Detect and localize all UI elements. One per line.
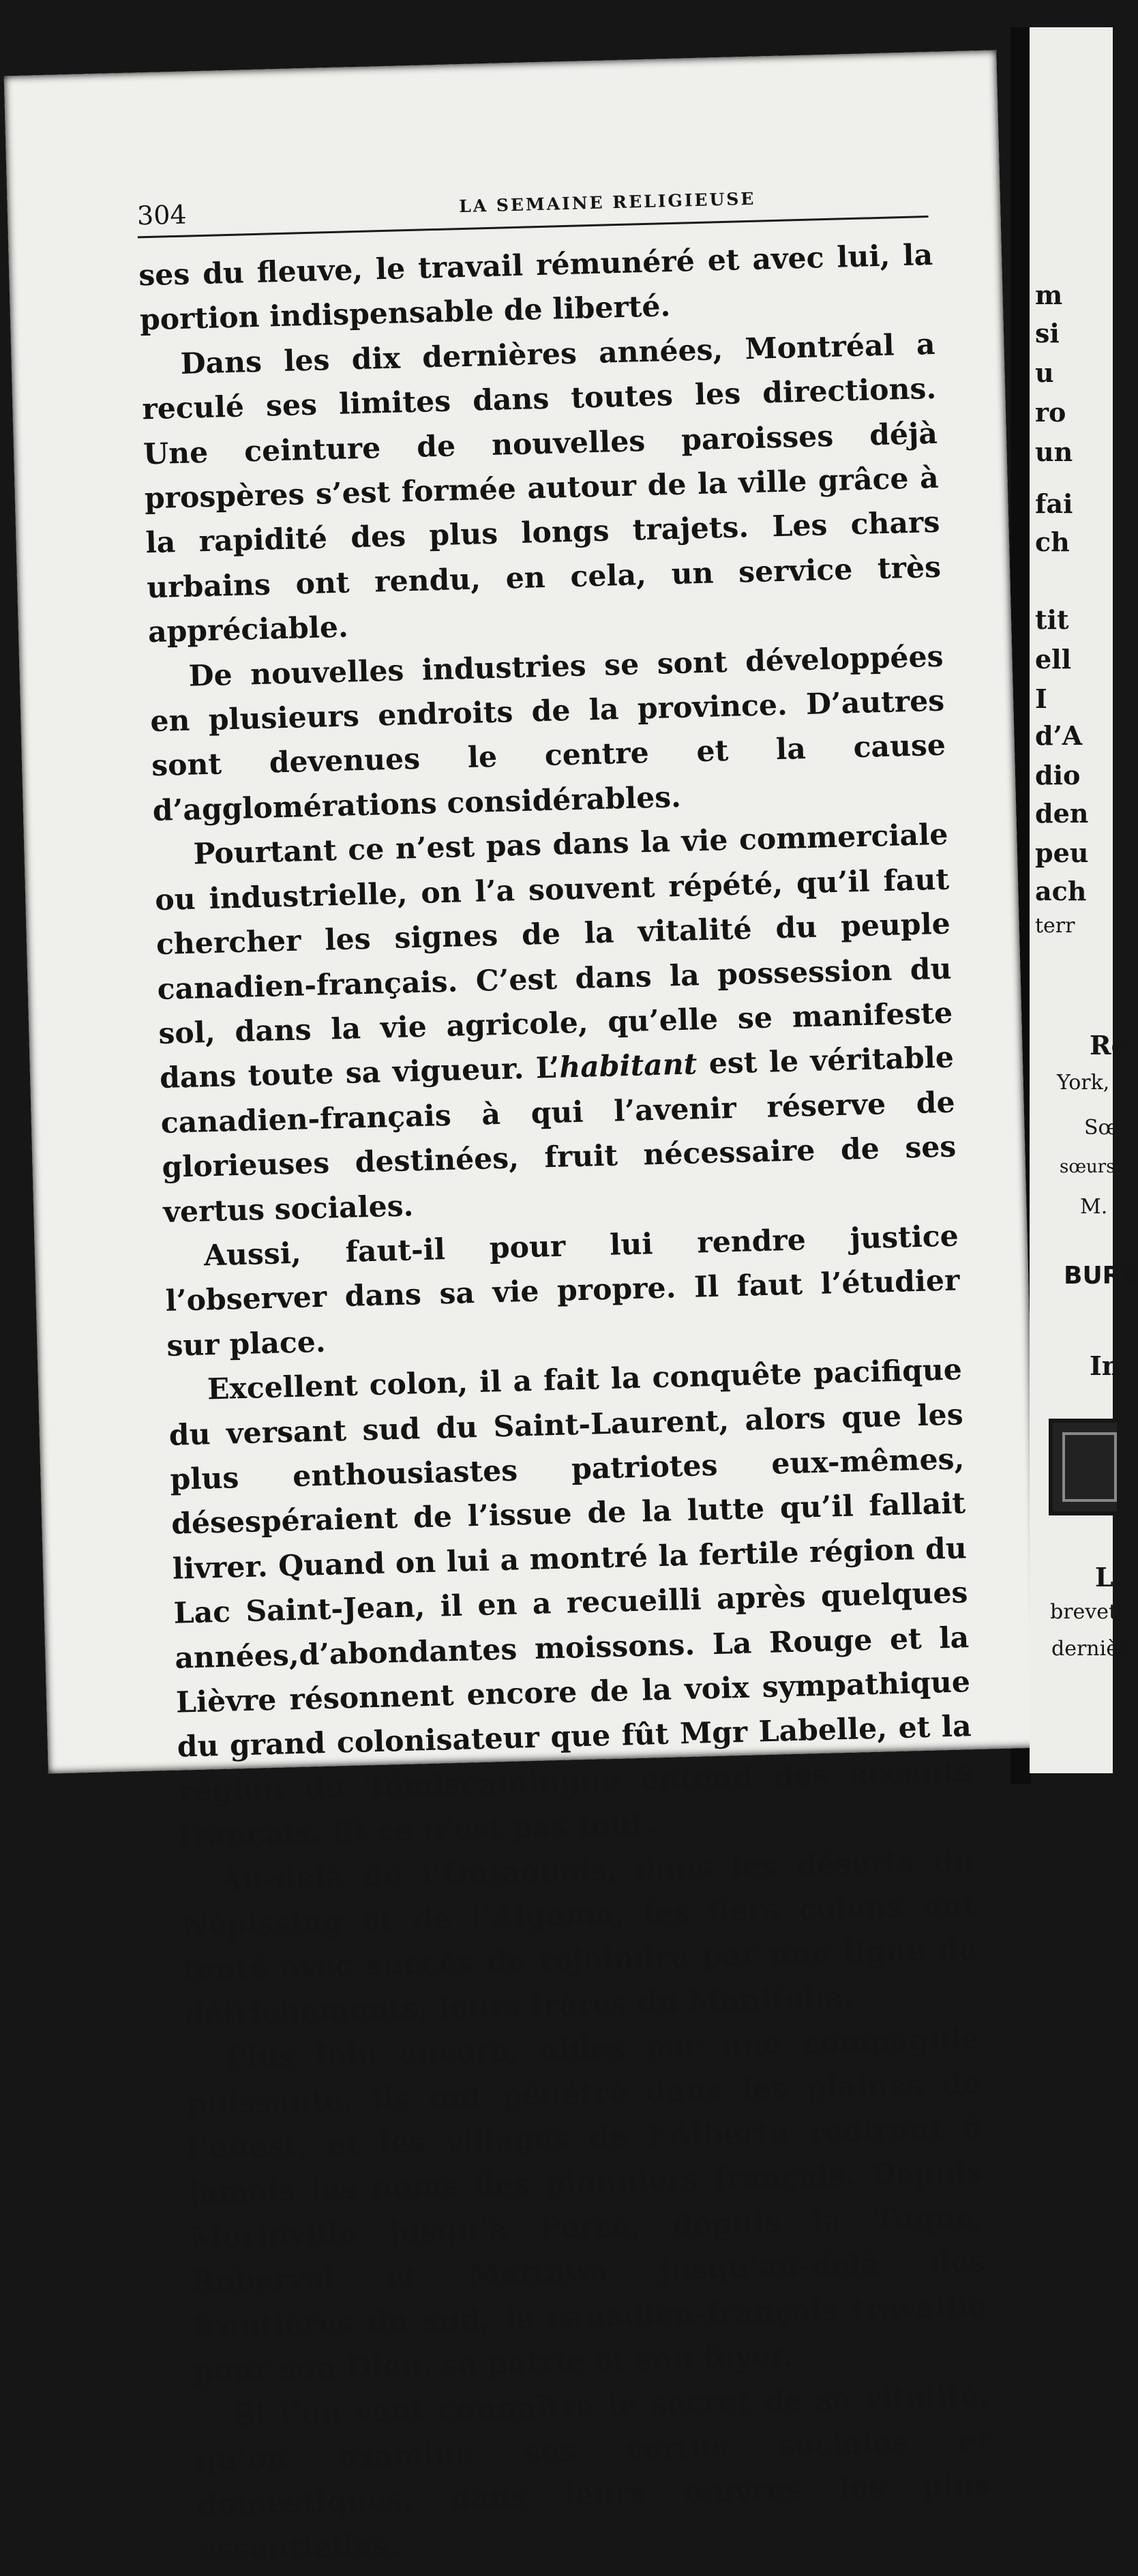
paragraph-text: Pourtant ce n’est pas dans la vie commerciale ou industrielle, on l’a souvent répété, qu’il faut chercher les signes de la vitalité du peuple canadien-français. C’est dans la possession du sol, dans la vie agricole, qu’elle se manifeste dans toute sa vigueur. L’ <box>154 817 953 1096</box>
body-text <box>138 233 993 2573</box>
fragment: ch <box>1035 527 1070 557</box>
fragment: ell <box>1035 644 1072 675</box>
fragment: Ré <box>1090 1030 1128 1061</box>
fragment: BURE <box>1064 1262 1138 1290</box>
fragment: u <box>1035 357 1054 388</box>
fragment: brevet <box>1050 1600 1118 1624</box>
fragment: fai <box>1035 488 1073 519</box>
italic-term: habitant <box>558 1047 698 1085</box>
paragraph <box>153 813 958 1235</box>
fragment: Sœ <box>1084 1116 1119 1140</box>
fragment: si <box>1035 318 1060 349</box>
fragment: terr <box>1035 914 1075 938</box>
paragraph: Dans les dix dernières années, Montréal a reculé ses limites dans toutes les directions. Une ceinture de nouvelles paroisses déjà prospères s’est formée autour de la ville grâce à la rapidité des plus longs trajets. Les chars urbains ont rendu, en cela, un service très appréciable. <box>141 327 942 650</box>
paragraph: ses du fleuve, le travail rémunéré et avec lui, la portion indispensable de liberté. <box>138 237 933 338</box>
paragraph: De nouvelles industries se sont développées en plusieurs endroits de la province. D’autres sont devenues le centre et la cause d’agglomérations considérables. <box>149 639 946 829</box>
paragraph: Au-delà de l’Outaouais, dans les déserts du Népissing et de l’Algoma, les fiers colons ont tenté avec succès de rejoindre par une ligne de défrichements, leurs frères du Manitoba. <box>181 1843 978 2032</box>
fragment: d’A <box>1035 720 1083 751</box>
fragment: den <box>1035 798 1089 829</box>
fragment: L <box>1095 1562 1113 1593</box>
fragment: tit <box>1035 604 1069 635</box>
ornamental-initial-icon <box>1049 1419 1121 1515</box>
page-header <box>136 175 928 238</box>
fragment: m <box>1035 280 1063 310</box>
paragraph: Excellent colon, il a fait la conquête pacifique du versant sud du Saint-Laurent, alors que les plus enthousiastes patriotes eux-mêmes, désespéraient de l’issue de la lutte qu’il fallait livrer. Quand on lui a montré la fertile région du Lac Saint-Jean, il en a recueilli après quelques années,d’abondantes moissons. La Rouge et la Lièvre résonnent encore de la voix sympathique du grand colonisateur que fût Mgr Labelle, et la région du Témiscamingue entend des accents français. Et ce n’est pas tout. <box>168 1352 973 1854</box>
right-page-edge <box>1030 27 1138 1773</box>
paragraph: Aussi, faut-il pour lui rendre justice l’observer dans sa vie propre. Il faut l’étudier sur place. <box>165 1219 961 1363</box>
page-number: 304 <box>136 199 188 231</box>
paragraph-text: est le véritable canadien-français à qui l’avenir réserve de glorieuses destinées, fruit nécessaire de ses vertus sociales. <box>160 1040 957 1230</box>
fragment: ro <box>1035 397 1066 428</box>
fragment: In <box>1090 1350 1121 1381</box>
running-head: LA SEMAINE RELIGIEUSE <box>458 188 756 217</box>
fragment: sœurs <box>1060 1157 1115 1177</box>
fragment: dernièr <box>1051 1637 1128 1661</box>
fragment: York, <box>1057 1071 1110 1095</box>
paragraph: Si l’on veut connaître le secret de sa vitalité, qu’on examine ses vertus sociales et domestiques, dans leurs œuvres les plus essentielles. <box>195 2378 992 2567</box>
fragment: peu <box>1035 838 1089 868</box>
left-page <box>4 50 1041 2567</box>
fragment: I <box>1035 683 1047 714</box>
paragraph: Plus loin encore, aidés par une compagnie puissante, ils ont pénétré dans les plaines de l’ouest, et les villages de l’Alberta rediront à jamais les noms des pionniers français. Depuis Morinville jusqu’à Percé, depuis la Tuque, Roberval et Mattawa jusqu’au-delà des frontières du sud, le canadien-français travaille pour son Dieu, sa patrie et son foyer. <box>185 2022 987 2389</box>
fragment: dio <box>1035 760 1081 790</box>
fragment: ach <box>1035 876 1087 906</box>
fragment: un <box>1035 436 1073 467</box>
fragment: M. <box>1080 1195 1108 1219</box>
